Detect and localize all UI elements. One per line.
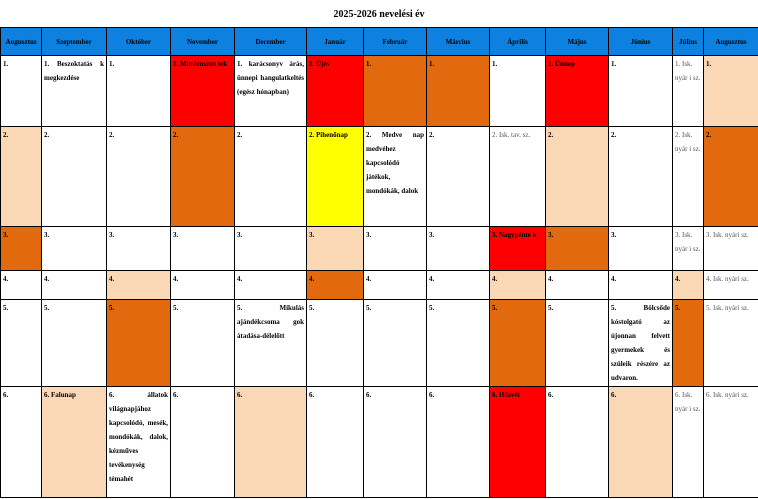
day-cell: 4. Isk. nyári sz. <box>704 271 758 300</box>
day-cell: 4. <box>609 271 673 300</box>
month-header: Február <box>364 28 427 56</box>
day-cell: 3. Isk. nyári sz. <box>704 227 758 271</box>
day-cell: 6. <box>364 387 427 498</box>
day-cell: 4. <box>307 271 364 300</box>
month-header: Október <box>107 28 171 56</box>
day-cell: 2. <box>704 127 758 227</box>
day-cell: 2. <box>609 127 673 227</box>
day-cell: 4. <box>42 271 107 300</box>
day-cell: 1. Mindenszen tek <box>171 56 235 127</box>
day-cell: 2. <box>427 127 490 227</box>
day-cell: 1. <box>1 56 42 127</box>
day-cell: 3. <box>307 227 364 271</box>
day-cell: 2. Medve nap medvéhez kapcsolódó játékok, mondókák, dalok <box>364 127 427 227</box>
month-header: Augusztus <box>704 28 758 56</box>
day-cell: 3. <box>427 227 490 271</box>
day-cell: 5. Bölcsőde kóstolgató az újonnan felvett gyermekek és szüleik részére az udvaron. <box>609 300 673 387</box>
day-cell: 5. <box>427 300 490 387</box>
day-cell: 5. <box>673 300 704 387</box>
day-cell: 5. <box>546 300 609 387</box>
month-header: November <box>171 28 235 56</box>
page-title: 2025-2026 nevelési év <box>333 9 425 20</box>
day-cell: 4. <box>427 271 490 300</box>
day-cell: 1. <box>490 56 546 127</box>
day-cell: 5. <box>490 300 546 387</box>
day-cell: 1. <box>107 56 171 127</box>
month-header: Április <box>490 28 546 56</box>
day-cell: 5. <box>171 300 235 387</box>
day-cell: 2. <box>171 127 235 227</box>
calendar-table <box>0 27 758 498</box>
day-cell: 2. <box>42 127 107 227</box>
day-cell: 3. <box>171 227 235 271</box>
day-cell: 6. Isk. nyár i sz. <box>673 387 704 498</box>
day-cell: 3. <box>1 227 42 271</box>
day-cell: 3. Nagypénte k <box>490 227 546 271</box>
day-cell: 5. <box>42 300 107 387</box>
day-cell: 3. <box>546 227 609 271</box>
day-cell: 3. <box>235 227 307 271</box>
day-cell: 1. Beszoktatás k megkezdése <box>42 56 107 127</box>
day-cell: 3. <box>42 227 107 271</box>
day-cell: 1. karácsonyv árás, ünnepi hangulatkeltés (egész hónapban) <box>235 56 307 127</box>
day-row <box>1 300 758 387</box>
day-cell: 5. <box>107 300 171 387</box>
day-cell: 2. Isk. tav. sz. <box>490 127 546 227</box>
month-header: Augusztus <box>1 28 42 56</box>
day-cell: 4. <box>673 271 704 300</box>
day-row <box>1 127 758 227</box>
day-cell: 4. <box>171 271 235 300</box>
day-cell: 1. <box>704 56 758 127</box>
day-cell: 4. <box>107 271 171 300</box>
day-cell: 3. <box>364 227 427 271</box>
day-cell: 6. Húsvét <box>490 387 546 498</box>
day-cell: 1. <box>609 56 673 127</box>
day-cell: 5. <box>307 300 364 387</box>
day-cell: 5. Mikulás ajándékcsoma gok átadása-délelőtt <box>235 300 307 387</box>
day-cell: 6. Isk. nyári sz. <box>704 387 758 498</box>
day-row <box>1 56 758 127</box>
day-cell: 4. <box>490 271 546 300</box>
month-header: Szeptember <box>42 28 107 56</box>
month-header: Május <box>546 28 609 56</box>
day-cell: 4. <box>235 271 307 300</box>
day-cell: 4. <box>364 271 427 300</box>
day-cell: 6. Falunap <box>42 387 107 498</box>
day-cell: 2. <box>107 127 171 227</box>
day-cell: 3. <box>609 227 673 271</box>
day-cell: 2. <box>1 127 42 227</box>
month-header: Június <box>609 28 673 56</box>
day-cell: 6. <box>307 387 364 498</box>
day-cell: 6. <box>609 387 673 498</box>
month-header: December <box>235 28 307 56</box>
day-cell: 5. Isk. nyári sz. <box>704 300 758 387</box>
day-cell: 3. <box>107 227 171 271</box>
day-row <box>1 387 758 498</box>
month-header: Július <box>673 28 704 56</box>
day-cell: 6. állatok világnapjához kapcsolódó, mesék, mondókák, dalok, kézműves tevékenység témahét <box>107 387 171 498</box>
day-cell: 4. <box>546 271 609 300</box>
day-cell: 3. Isk. nyár i sz. <box>673 227 704 271</box>
day-cell: 2. Pihenőnap <box>307 127 364 227</box>
day-cell: 6. <box>427 387 490 498</box>
day-cell: 1. <box>364 56 427 127</box>
month-header: Március <box>427 28 490 56</box>
day-cell: 5. <box>1 300 42 387</box>
day-cell: 6. <box>235 387 307 498</box>
day-cell: 6. <box>546 387 609 498</box>
day-cell: 4. <box>1 271 42 300</box>
month-header: Január <box>307 28 364 56</box>
day-cell: 1. Isk. nyár i sz. <box>673 56 704 127</box>
day-cell: 1. Ünnep <box>546 56 609 127</box>
day-cell: 1. <box>427 56 490 127</box>
day-cell: 2. Isk. nyár i sz. <box>673 127 704 227</box>
day-cell: 5. <box>364 300 427 387</box>
day-cell: 6. <box>171 387 235 498</box>
month-header-row <box>1 28 758 56</box>
day-cell: 2. <box>546 127 609 227</box>
day-row <box>1 271 758 300</box>
day-row <box>1 227 758 271</box>
day-cell: 6. <box>1 387 42 498</box>
day-cell: 2. <box>235 127 307 227</box>
day-cell: 1. Újév <box>307 56 364 127</box>
